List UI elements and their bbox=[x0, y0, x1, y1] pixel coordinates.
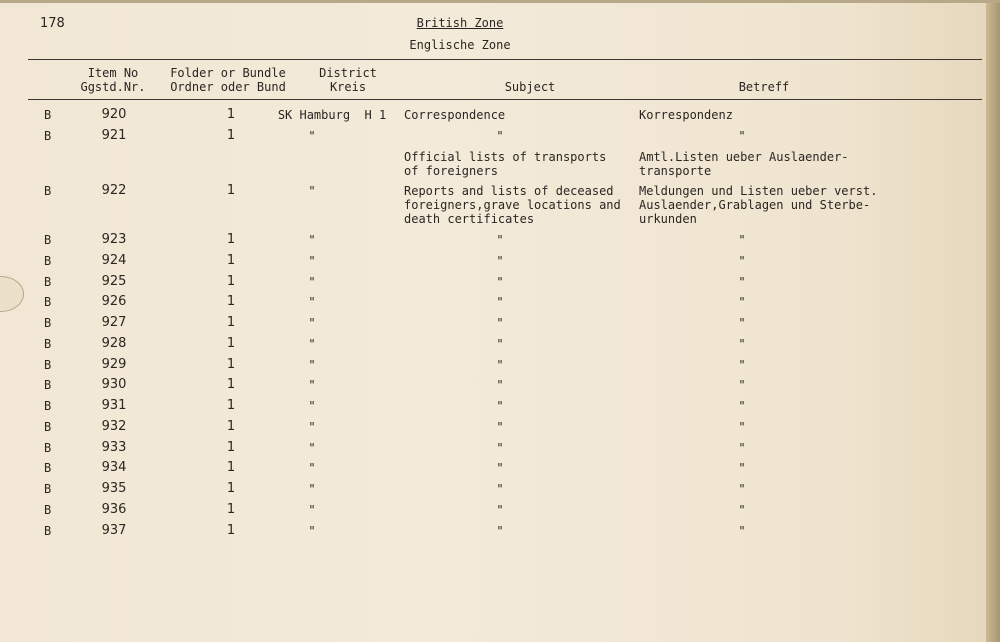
cell-district: " bbox=[308, 378, 316, 392]
cell-mark: B bbox=[44, 129, 52, 143]
cell-count: 1 bbox=[226, 357, 236, 372]
cell-district: " bbox=[308, 233, 316, 247]
cell-count: 1 bbox=[226, 336, 236, 351]
cell-mark: B bbox=[44, 184, 52, 198]
cell-subject: Correspondence bbox=[404, 108, 506, 122]
cell-district: " bbox=[308, 524, 316, 538]
cell-district: " bbox=[308, 295, 316, 309]
cell-subject: Reports and lists of deceased foreigners,grave locations and death certificates bbox=[404, 184, 621, 226]
cell-count: 1 bbox=[226, 523, 236, 538]
cell-betreff: " bbox=[738, 441, 746, 455]
cell-mark: B bbox=[44, 503, 52, 517]
header-district-de: Kreis bbox=[329, 80, 367, 94]
cell-mark: B bbox=[44, 358, 52, 372]
cell-count: 1 bbox=[226, 398, 236, 413]
cell-count: 1 bbox=[226, 294, 236, 309]
cell-item: 935 bbox=[101, 481, 127, 496]
cell-betreff: Meldungen und Listen ueber verst. Auslaender,Grablagen und Sterbe- urkunden bbox=[639, 184, 878, 226]
cell-betreff: Korrespondenz bbox=[639, 108, 733, 122]
cell-mark: B bbox=[44, 482, 52, 496]
cell-district: " bbox=[308, 358, 316, 372]
cell-count: 1 bbox=[226, 377, 236, 392]
cell-subject: " bbox=[496, 254, 504, 268]
header-top-rule bbox=[28, 59, 982, 60]
cell-item: 936 bbox=[101, 502, 127, 517]
page-top-edge bbox=[0, 0, 1000, 3]
cell-betreff: " bbox=[738, 461, 746, 475]
header-district: District bbox=[319, 66, 377, 80]
cell-item: 937 bbox=[101, 523, 127, 538]
cell-item: 931 bbox=[101, 398, 127, 413]
cell-count: 1 bbox=[226, 315, 236, 330]
cell-district: " bbox=[308, 316, 316, 330]
cell-betreff: Amtl.Listen ueber Auslaender- transporte bbox=[639, 150, 849, 178]
cell-district: " bbox=[308, 254, 316, 268]
cell-betreff: " bbox=[738, 275, 746, 289]
cell-subject: " bbox=[496, 461, 504, 475]
cell-subject: " bbox=[496, 524, 504, 538]
cell-item: 923 bbox=[101, 232, 127, 247]
cell-item: 926 bbox=[101, 294, 127, 309]
cell-count: 1 bbox=[226, 183, 236, 198]
cell-item: 921 bbox=[101, 128, 127, 143]
cell-count: 1 bbox=[226, 481, 236, 496]
cell-subject: " bbox=[496, 441, 504, 455]
cell-betreff: " bbox=[738, 337, 746, 351]
cell-district: " bbox=[308, 184, 316, 198]
cell-item: 925 bbox=[101, 274, 127, 289]
cell-mark: B bbox=[44, 295, 52, 309]
cell-subject: " bbox=[496, 358, 504, 372]
cell-subject: " bbox=[496, 378, 504, 392]
cell-betreff: " bbox=[738, 295, 746, 309]
cell-mark: B bbox=[44, 233, 52, 247]
cell-subject: Official lists of transports of foreigners bbox=[404, 150, 607, 178]
cell-betreff: " bbox=[738, 503, 746, 517]
cell-mark: B bbox=[44, 441, 52, 455]
cell-mark: B bbox=[44, 108, 52, 122]
cell-count: 1 bbox=[226, 253, 236, 268]
header-betreff: Betreff bbox=[738, 80, 790, 94]
cell-betreff: " bbox=[738, 482, 746, 496]
header-folder: Folder or Bundle bbox=[170, 66, 286, 80]
cell-count: 1 bbox=[226, 128, 236, 143]
cell-district: " bbox=[308, 129, 316, 143]
cell-subject: " bbox=[496, 399, 504, 413]
cell-district: " bbox=[308, 503, 316, 517]
cell-mark: B bbox=[44, 337, 52, 351]
cell-mark: B bbox=[44, 316, 52, 330]
cell-subject: " bbox=[496, 275, 504, 289]
cell-mark: B bbox=[44, 461, 52, 475]
cell-district: " bbox=[308, 420, 316, 434]
cell-betreff: " bbox=[738, 399, 746, 413]
cell-item: 929 bbox=[101, 357, 127, 372]
cell-item: 924 bbox=[101, 253, 127, 268]
cell-count: 1 bbox=[226, 274, 236, 289]
cell-mark: B bbox=[44, 275, 52, 289]
cell-mark: B bbox=[44, 399, 52, 413]
header-bottom-rule bbox=[28, 99, 982, 100]
cell-district: " bbox=[308, 337, 316, 351]
cell-district: SK Hamburg H 1 bbox=[277, 108, 387, 122]
cell-item: 922 bbox=[101, 183, 127, 198]
cell-subject: " bbox=[496, 337, 504, 351]
cell-betreff: " bbox=[738, 233, 746, 247]
cell-betreff: " bbox=[738, 316, 746, 330]
cell-subject: " bbox=[496, 482, 504, 496]
cell-betreff: " bbox=[738, 378, 746, 392]
cell-district: " bbox=[308, 275, 316, 289]
page-edge bbox=[986, 0, 1000, 642]
cell-item: 933 bbox=[101, 440, 127, 455]
header-item-no-de: Ggstd.Nr. bbox=[80, 80, 146, 94]
cell-district: " bbox=[308, 399, 316, 413]
cell-item: 930 bbox=[101, 377, 127, 392]
cell-betreff: " bbox=[738, 254, 746, 268]
cell-mark: B bbox=[44, 524, 52, 538]
header-item-no: Item No bbox=[87, 66, 139, 80]
cell-item: 934 bbox=[101, 460, 127, 475]
cell-subject: " bbox=[496, 420, 504, 434]
header-subject: Subject bbox=[504, 80, 556, 94]
cell-subject: " bbox=[496, 233, 504, 247]
cell-count: 1 bbox=[226, 440, 236, 455]
cell-subject: " bbox=[496, 129, 504, 143]
cell-subject: " bbox=[496, 316, 504, 330]
cell-district: " bbox=[308, 461, 316, 475]
cell-item: 928 bbox=[101, 336, 127, 351]
cell-subject: " bbox=[496, 295, 504, 309]
cell-mark: B bbox=[44, 378, 52, 392]
page-number: 178 bbox=[40, 16, 65, 31]
cell-count: 1 bbox=[226, 107, 236, 122]
cell-subject: " bbox=[496, 503, 504, 517]
cell-item: 927 bbox=[101, 315, 127, 330]
cell-mark: B bbox=[44, 420, 52, 434]
page-subtitle: Englische Zone bbox=[409, 38, 511, 52]
cell-district: " bbox=[308, 441, 316, 455]
cell-mark: B bbox=[44, 254, 52, 268]
cell-betreff: " bbox=[738, 420, 746, 434]
page-title: British Zone bbox=[416, 16, 504, 30]
header-folder-de: Ordner oder Bund bbox=[170, 80, 286, 94]
cell-betreff: " bbox=[738, 524, 746, 538]
cell-count: 1 bbox=[226, 419, 236, 434]
cell-betreff: " bbox=[738, 129, 746, 143]
cell-item: 920 bbox=[101, 107, 127, 122]
cell-item: 932 bbox=[101, 419, 127, 434]
cell-count: 1 bbox=[226, 502, 236, 517]
cell-district: " bbox=[308, 482, 316, 496]
cell-count: 1 bbox=[226, 460, 236, 475]
cell-betreff: " bbox=[738, 358, 746, 372]
cell-count: 1 bbox=[226, 232, 236, 247]
